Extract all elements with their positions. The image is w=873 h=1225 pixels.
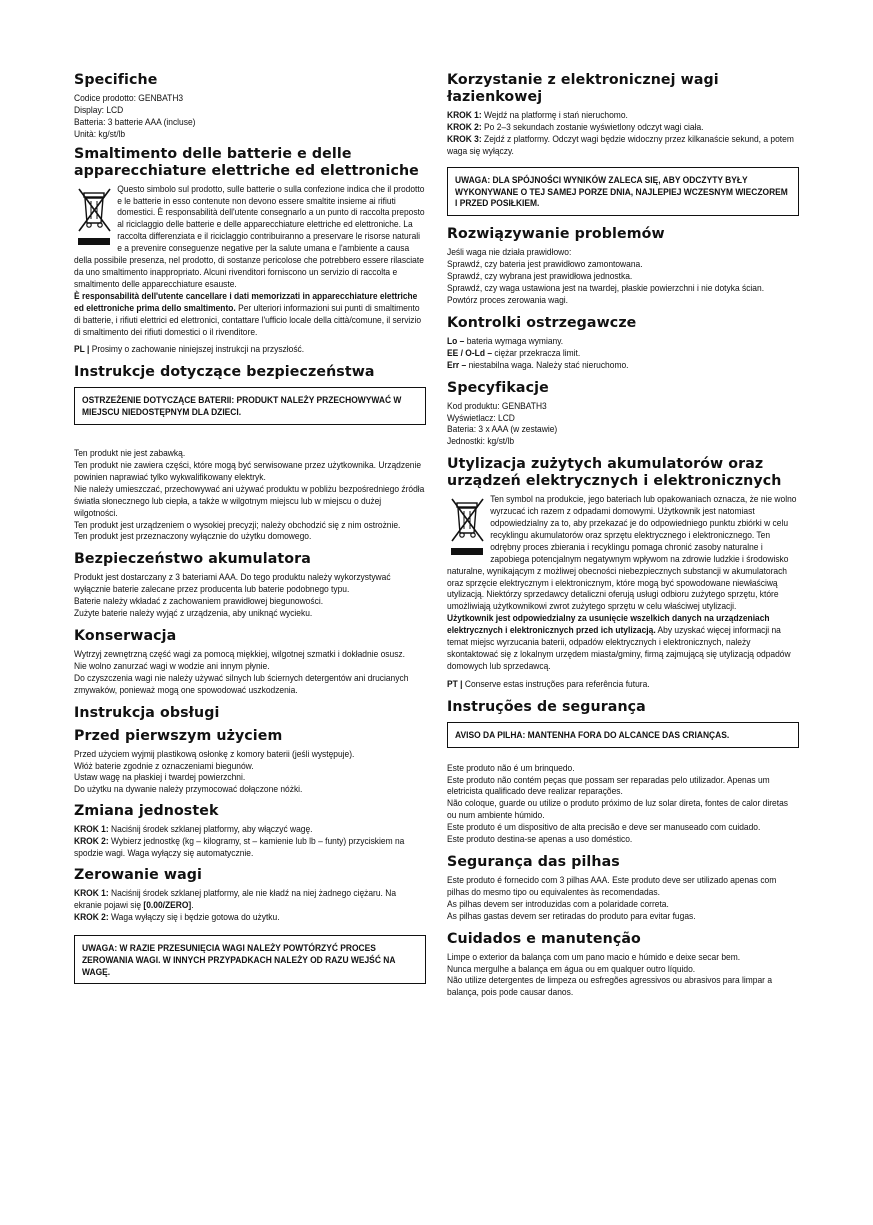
care-line: Do czyszczenia wagi nie należy używać silnych lub ściernych detergentów ani drucianych zmywaków, ponieważ mogą one spowodować uszkodzenia. [74,671,409,695]
battery-line: As pilhas devem ser introduzidas com a polaridade correta. [447,897,669,909]
safety-line: Ten produkt nie zawiera części, które mogą być serwisowane przez użytkownika. Urządzenie powinien naprawiać tylko wykwalifikowany elektryk. [74,459,422,482]
step-line [74,823,426,835]
section-title: Rozwiązywanie problemów [447,226,665,243]
section-title: Specifiche [74,72,158,88]
section-zerowanie [74,867,426,984]
left-column [74,72,426,994]
indicator-code: EE / O-Ld – [447,346,493,358]
battery-line: As pilhas gastas devem ser retiradas do produto para evitar fugas. [447,909,696,921]
section-korzystanie [447,72,799,216]
section-jednostek [74,803,426,859]
setup-line: Przed użyciem wyjmij plastikową osłonkę z komory baterii (jeśli występuje). [74,747,355,759]
disposal-bold: Użytkownik jest odpowiedzialny za usunięcie wszelkich danych na urządzeniach elektrycznych i elektronicznych przed ich utylizacją. [447,612,770,636]
indicator-text: niestabilna waga. Należy stać nieruchomo. [466,358,629,370]
indicator-text: bateria wymaga wymiany. [464,334,564,346]
language-intro-pl [74,343,426,355]
step-label: KROK 2: [447,120,482,132]
step-text: Naciśnij środek szklanej platformy, aby włączyć wagę. [108,823,313,835]
consistency-warning-box [447,167,799,217]
step-label: KROK 1: [74,823,109,835]
step-line [74,835,426,859]
section-pierwszym [74,728,426,796]
safety-line: Este produto destina-se apenas a uso doméstico. [447,833,633,845]
battery-line: Baterie należy wkładać z zachowaniem prawidłowej biegunowości. [74,595,324,607]
battery-line: Zużyte baterie należy wyjąć z urządzenia, aby uniknąć wycieku. [74,607,313,619]
section-title: Kontrolki ostrzegawcze [447,314,637,331]
section-title: Przed pierwszym użyciem [74,727,283,744]
indicator-code: Lo – [447,334,465,346]
spec-line: Display: LCD [74,103,124,115]
section-specyfikacje [447,380,799,448]
disposal-paragraph-2 [447,612,799,672]
step-line [447,109,799,121]
disposal-paragraph-2 [74,290,426,338]
section-utylizacja [447,456,799,672]
language-code: PL [74,343,85,355]
battery-warning-box [447,722,799,748]
step-text: Wybierz jednostkę (kg – kilogramy, st – kamienie lub lb – funty) przyciskiem na spodzie wagi. Waga wyłączy się automatycznie. [74,835,405,859]
trouble-line: Powtórz proces zerowania wagi. [447,293,568,305]
safety-line: Este produto é um dispositivo de alta precisão e deve ser manuseado com cuidado. [447,821,761,833]
trouble-line: Sprawdź, czy bateria jest prawidłowo zamontowana. [447,258,643,270]
trouble-line: Sprawdź, czy wybrana jest prawidłowa jednostka. [447,270,633,282]
trouble-line: Jeśli waga nie działa prawidłowo: [447,246,572,258]
disposal-rest: Aby uzyskać więcej informacji na temat miejsc wyrzucania baterii, odpadów elektrycznych i elektronicznych, należy skontaktować się z lokalnym urzędem miasta/gminy, firmą zajmującą się utylizacją odpadów domowych lub sprzedawcą. [447,624,791,671]
spec-line: Wyświetlacz: LCD [447,411,515,423]
language-intro-text: Conserve estas instruções para referência futura. [464,677,650,689]
section-title: Bezpieczeństwo akumulatora [74,551,311,568]
step-line [447,121,799,133]
spec-line: Unità: kg/st/lb [74,127,126,139]
safety-line: Este produto não contém peças que possam ser reparadas pelo utilizador. Apenas um eletricista qualificado deve realizar reparações. [447,773,770,797]
step-line [447,133,799,157]
spec-line: Batteria: 3 batterie AAA (incluse) [74,115,196,127]
safety-line: Ten produkt jest przeznaczony wyłącznie do użytku domowego. [74,530,312,542]
care-line: Nie wolno zanurzać wagi w wodzie ani innym płynie. [74,659,270,671]
safety-line: Não coloque, guarde ou utilize o produto próximo de luz solar direta, fontes de calor diretas ou num ambiente húmido. [447,797,788,821]
step-text: Waga wyłączy się i będzie gotowa do użytku. [108,910,280,922]
indicator-text: ciężar przekracza limit. [492,346,581,358]
step-text: Wejdź na platformę i stań nieruchomo. [481,109,628,120]
battery-line: Este produto é fornecido com 3 pilhas AAA. Este produto deve ser utilizado apenas com pilhas do mesmo tipo ou equivalentes às recomendadas. [447,873,777,897]
safety-line: Ten produkt nie jest zabawką. [74,447,186,459]
spec-line: Jednostki: kg/st/lb [447,435,515,447]
indicator-line [447,347,799,359]
display-code: [0.00/ZERO] [143,898,192,910]
section-title: Utylizacja zużytych akumulatorów oraz urządzeń elektrycznych i elektronicznych [447,456,782,490]
safety-line: Este produto não é um brinquedo. [447,761,575,773]
section-title: Instrukcja obsługi [74,704,220,721]
step-label: KROK 1: [74,886,109,898]
spec-line: Codice prodotto: GENBATH3 [74,92,184,103]
care-line: Não utilize detergentes de limpeza ou esfregões agressivos ou abrasivos para limpar a balança, pois pode causar danos. [447,974,773,998]
step-text: Po 2–3 sekundach zostanie wyświetlony odczyt wagi ciała. [481,120,704,132]
section-title: Smaltimento delle batterie e delle apparecchiature elettriche ed elettroniche [74,145,419,179]
step-end: . [191,898,194,910]
section-title: Korzystanie z elektronicznej wagi łazienkowej [447,72,719,105]
step-text: Naciśnij środek szklanej platformy, ale nie kładź na niej żadnego ciężaru. Na ekranie pojawi się [74,886,397,910]
section-title: Zerowanie wagi [74,866,202,883]
section-problemow [447,226,799,306]
warning-text: UWAGA: W RAZIE PRZESUNIĘCIA WAGI NALEŻY POWTÓRZYĆ PROCES ZEROWANIA WAGI. W INNYCH PRZYPADKACH NALEŻY OD RAZU WEJŚĆ NA WAGĘ. [82,941,396,977]
warning-text: UWAGA: DLA SPÓJNOŚCI WYNIKÓW ZALECA SIĘ, ABY ODCZYTY BYŁY WYKONYWANE O TEJ SAMEJ PORZE DNIA, NAJLEPIEJ WCZESNYM WIECZOREM I PRZED POSIŁKIEM. [455,173,788,209]
care-line: Nunca mergulhe a balança em água ou em qualquer outro líquido. [447,962,696,974]
zeroing-warning-box [74,935,426,985]
section-pilhas [447,854,799,922]
step-text: Zejdź z platformy. Odczyt wagi będzie widoczny przez kilkanaście sekund, a potem waga się wyłączy. [447,132,794,156]
section-title: Cuidados e manutenção [447,930,641,947]
trouble-line: Sprawdź, czy waga ustawiona jest na twardej, płaskie powierzchni i nie dotyka ścian. [447,282,765,294]
spec-line: Bateria: 3 x AAA (w zestawie) [447,423,558,435]
battery-warning-box [74,387,426,425]
disposal-paragraph: Questo simbolo sul prodotto, sulle batterie o sulla confezione indica che il prodotto e le batterie in esso contenute non devono essere smaltite insieme ai rifiuti domestici. È responsabilità dell'utente consegnarlo a un punto di raccolta preposto al riciclaggio delle batterie e delle apparecchiature elettriche ed elettroniche. La raccolta differenziata e il riciclaggio contribuiranno a preservare le risorse naturali e a prevenire conseguenze negative per la salute umana e l'ambiente a causa della possibile presenza, nel prodotto, di sostanze pericolose che potrebbero essere rilasciate da uno smaltimento inappropriato. Alcuni rivenditori forniscono un servizio di raccolta e smaltimento delle apparecchiature esauste. [74,182,425,289]
language-separator: | [457,677,465,689]
spec-line: Kod produktu: GENBATH3 [447,399,547,411]
step-label: KROK 1: [447,109,482,120]
step-label: KROK 2: [74,910,109,922]
section-title: Specyfikacje [447,379,549,396]
section-bezpieczenstwo [74,364,426,542]
disposal-bold: È responsabilità dell'utente cancellare i dati memorizzati in apparecchiature elettriche ed elettroniche prima dello smaltimento. [74,289,418,313]
care-line: Wytrzyj zewnętrzną część wagi za pomocą miękkiej, wilgotnej szmatki i dokładnie osusz. [74,648,405,659]
safety-line: Nie należy umieszczać, przechowywać ani używać produktu w pobliżu bezpośredniego źródła światła słonecznego lub ciepła, a także w wilgotnym miejscu lub w miejscu o dużej wilgotności. [74,482,425,518]
language-intro-text: Prosimy o zachowanie niniejszej instrukcji na przyszłość. [91,343,305,355]
language-intro-pt [447,678,799,690]
warning-text: AVISO DA PILHA: MANTENHA FORA DO ALCANCE DAS CRIANÇAS. [455,728,730,740]
disposal-rest: Per ulteriori informazioni sui punti di smaltimento di batterie, i rifiuti elettrici ed elettronici, contattare l'ufficio locale della città/comune, il servizio di smaltimento dei rifiuti domestici o il rivenditore. [74,301,422,337]
right-column [447,72,799,998]
step-label: KROK 3: [447,132,482,144]
section-title: Zmiana jednostek [74,803,219,820]
setup-line: Włóż baterie zgodnie z oznaczeniami biegunów. [74,759,254,771]
safety-line: Ten produkt jest urządzeniem o wysokiej precyzji; należy obchodzić się z nim ostrożnie. [74,518,401,530]
section-kontrolki [447,315,799,371]
care-line: Limpe o exterior da balança com um pano macio e húmido e deixe secar bem. [447,950,741,962]
section-title: Instrukcje dotyczące bezpieczeństwa [74,364,375,381]
section-title: Konserwacja [74,628,177,644]
section-cuidados [447,931,799,999]
indicator-line [447,335,799,347]
step-label: KROK 2: [74,835,109,847]
warning-text: OSTRZEŻENIE DOTYCZĄCE BATERII: PRODUKT NALEŻY PRZECHOWYWAĆ W MIEJSCU NIEDOSTĘPNYM DLA DZIECI. [82,394,402,418]
disposal-paragraph: Ten symbol na produkcie, jego bateriach lub opakowaniach oznacza, że nie wolno wyrzucać ich razem z odpadami domowymi. Użytkownik jest natomiast odpowiedzialny za to, aby przekazać je do odpowiedniego punktu zbiórki w celu recyklingu akumulatorów oraz sprzętu elektrycznego i elektronicznego. Ten odrębny proces zbierania i recyklingu pomaga chronić zasoby naturalne i zapobiega potencjalnym negatywnym wpływom na zdrowie ludzkie i środowisko naturalne, wynikającym z możliwej obecności niebezpiecznych substancji w akumulatorach oraz sprzęcie elektrycznym i elektronicznym, które mogą być spowodowane niewłaściwą utylizacją. Niektórzy sprzedawcy detaliczni oferują usługi odbioru zużytego sprzętu, które umożliwiają użytkownikowi zwrot zużytego sprzętu w celu właściwej utylizacji. [447,493,797,612]
indicator-code: Err – [447,358,467,370]
section-title: Segurança das pilhas [447,853,620,870]
indicator-line [447,359,799,371]
section-obslugi [74,705,426,722]
setup-line: Ustaw wagę na płaskiej i twardej powierzchni. [74,771,246,783]
language-separator: | [84,343,92,355]
section-smaltimento [74,146,426,338]
setup-line: Do użytku na dywanie należy przymocować dołączone nóżki. [74,783,303,795]
step-line [74,887,426,911]
language-code: PT [447,677,458,689]
section-konserwacja [74,628,426,696]
section-specifiche [74,72,426,140]
section-title: Instruções de segurança [447,698,646,715]
step-line [74,911,426,923]
battery-line: Produkt jest dostarczany z 3 bateriami AAA. Do tego produktu należy wykorzystywać wyłącznie baterie zalecane przez producenta lub baterie podobnego typu. [74,571,391,595]
section-akumulator [74,551,426,619]
section-seguranca [447,699,799,845]
